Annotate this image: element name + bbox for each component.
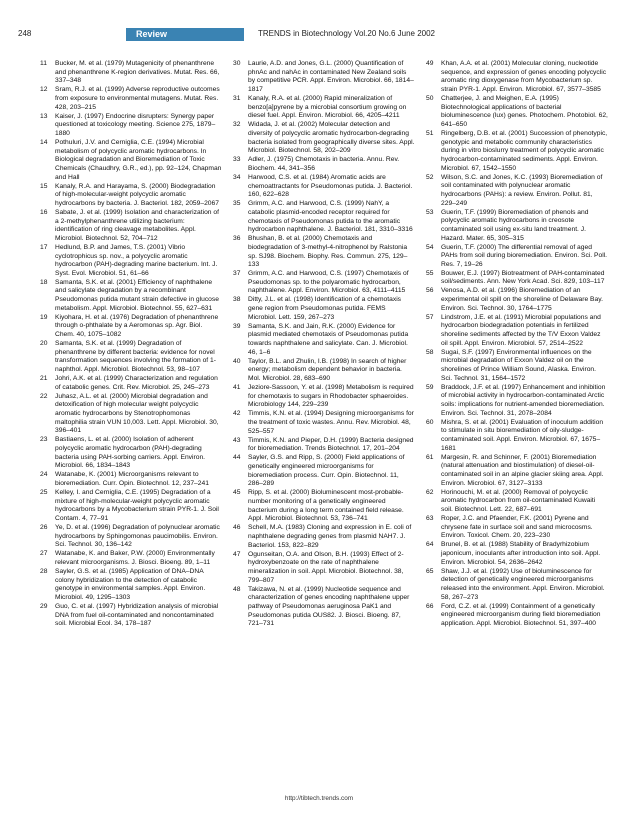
reference-text: Samanta, S.K. et al. (1999) Degradation of phenanthrene by different bacteria: evidence for novel transformation sequences involving the formation of 1-naphthol. Appl. Microbiol. Biotechnol. 53, 98–107	[55, 340, 216, 374]
reference-entry	[233, 410, 415, 436]
reference-entry	[40, 603, 222, 629]
section-label: Review	[136, 29, 168, 39]
reference-number: 31	[233, 94, 241, 102]
reference-entry	[426, 419, 608, 454]
reference-entry	[426, 515, 608, 541]
reference-number: 57	[426, 313, 434, 321]
journal-citation: TRENDS in Biotechnology Vol.20 No.6 June 2002	[258, 29, 435, 38]
reference-number: 44	[233, 454, 241, 462]
reference-number: 39	[233, 322, 241, 330]
reference-number: 66	[426, 602, 434, 610]
reference-entry	[233, 454, 415, 489]
reference-number: 25	[40, 488, 48, 496]
reference-text: Timmis, K.N. and Pieper, D.H. (1999) Bacteria designed for bioremediation. Trends Biotechnol. 17, 201–204	[248, 436, 414, 453]
reference-entry	[40, 436, 222, 471]
reference-text: Grimm, A.C. and Harwood, C.S. (1997) Chemotaxis of Pseudomonas sp. to the polyaromatic hydrocarbon, naphthalene. Appl. Environ. Microbiol. 63, 4111–4115	[248, 270, 409, 295]
reference-text: Hedlund, B.P. and James, T.S. (2001) Vibrio cyclotrophicus sp. nov., a polycyclic aromatic hydrocarbon (PAH)-degrading marine bacterium. Int. J. Syst. Evol. Microbiol. 51, 61–66	[55, 243, 218, 277]
reference-number: 56	[426, 287, 434, 295]
reference-text: Juhasz, A.L. et al. (2000) Microbial degradation and detoxification of high molecular weight polycyclic aromatic hydrocarbons by Stenotrophomonas maltophilia strain VUN 10,003. Lett. Appl. Microbiol. 30, 396–401	[55, 392, 219, 435]
reference-number: 38	[233, 296, 241, 304]
reference-number: 29	[40, 602, 48, 610]
reference-entry	[233, 156, 415, 173]
reference-text: Guerin, T.F. (2000) The differential removal of aged PAHs from soil during bioremediation. Environ. Sci. Poll. Res. 7, 19–26	[441, 243, 608, 268]
reference-text: Ogunseitan, O.A. and Olson, B.H. (1993) Effect of 2-hydroxybenzoate on the rate of naphthalene mineralization in soil. Appl. Microbiol. Biotechnol. 38, 799–807	[248, 550, 404, 584]
reference-text: Sram, R.J. et al. (1999) Adverse reproductive outcomes from exposure to environmental mutagens. Mutat. Res. 428, 203–215	[55, 86, 220, 111]
reference-text: Margesin, R. and Schinner, F. (2001) Bioremediation (natural attenuation and biostimulation) of diesel-oil-contaminated soil in an alpine glacier skiing area. Appl. Environ. Microbiol. 67, 3127–3133	[441, 453, 604, 487]
reference-entry	[426, 209, 608, 244]
reference-text: Grimm, A.C. and Harwood, C.S. (1999) NahY, a catabolic plasmid-encoded receptor required for chemotaxis of Pseudomonas putida to the aromatic hydrocarbon naphthalene. J. Bacteriol. 181, 3310–3316	[248, 200, 413, 234]
reference-text: Bastiaens, L. et al. (2000) Isolation of adherent polycyclic aromatic hydrocarbon (PAH)-degrading bacteria using PAH-sorbing carriers. Appl. Environ. Microbiol. 66, 1834–1843	[55, 436, 206, 470]
reference-text: Shaw, J.J. et al. (1992) Use of bioluminescence for detection of genetically engineered microorganisms released into the environment. Appl. Environ. Microbiol. 58, 267–273	[441, 567, 605, 601]
footer-url: http://tibtech.trends.com	[284, 795, 354, 802]
reference-entry	[40, 209, 222, 244]
reference-entry	[233, 60, 415, 95]
reference-number: 45	[233, 489, 241, 497]
reference-entry	[233, 551, 415, 586]
reference-number: 27	[40, 550, 48, 558]
reference-entry	[40, 471, 222, 488]
reference-entry	[233, 358, 415, 384]
reference-entry	[40, 86, 222, 112]
reference-number: 53	[426, 208, 434, 216]
reference-entry	[40, 183, 222, 209]
reference-number: 52	[426, 173, 434, 181]
reference-text: Chatterjee, J. and Meighen, E.A. (1995) Biotechnological applications of bacterial bioluminescence (lux) genes. Photochem. Photobiol. 62, 641–650	[441, 94, 608, 128]
reference-text: Sugai, S.F. (1997) Environmental influences on the microbial degradation of Exxon Valdez oil on the shorelines of Prince William Sound, Alaska. Environ. Sci. Technol. 31, 1564–1572	[441, 348, 596, 382]
reference-entry	[40, 113, 222, 139]
reference-entry	[40, 550, 222, 567]
reference-number: 34	[233, 173, 241, 181]
reference-entry	[40, 279, 222, 314]
reference-text: Sayler, G.S. et al. (1985) Application of DNA–DNA colony hybridization to the detection of catabolic genotype in environmental samples. Appl. Environ. Microbiol. 49, 1295–1303	[55, 567, 206, 601]
reference-text: Kaiser, J. (1997) Endocrine disrupters: Synergy paper questioned at toxicology meeting. Science 275, 1879–1880	[55, 112, 216, 137]
reference-entry	[426, 314, 608, 349]
reference-entry	[426, 60, 608, 95]
reference-number: 28	[40, 567, 48, 575]
reference-number: 62	[426, 488, 434, 496]
reference-number: 60	[426, 418, 434, 426]
reference-text: Widada, J. et al. (2002) Molecular detection and diversity of polycyclic aromatic hydrocarbon-degrading bacteria isolated from geographically diverse sites. Appl. Microbiol. Biotechnol. 58, 202–209	[248, 121, 415, 155]
reference-entry	[40, 489, 222, 524]
reference-text: Johri, A.K. et al. (1999) Characterization and regulation of catabolic genes. Crit. Rev. Microbiol. 25, 245–273	[55, 375, 218, 391]
reference-text: Timmis, K.N. et al. (1994) Designing microorganisms for the treatment of toxic wastes. Annu. Rev. Microbiol. 48, 525–557	[248, 410, 414, 435]
reference-entry	[233, 323, 415, 358]
reference-entry	[40, 139, 222, 182]
reference-text: Sayler, G.S. and Ripp, S. (2000) Field applications of genetically engineered microorganisms for bioremediation process. Curr. Opin. Biotechnol. 11, 286–289	[248, 454, 405, 488]
reference-text: Guo, C. et al. (1997) Hybridization analysis of microbial DNA from fuel oil-contaminated and noncontaminated soil. Microbial Ecol. 34, 178–187	[55, 602, 219, 628]
reference-text: Guerin, T.F. (1999) Bioremediation of phenols and polycyclic aromatic hydrocarbons in creosote contaminated soil using ex-situ land treatment. J. Hazard. Mater. 65, 305–315	[441, 208, 589, 242]
reference-number: 35	[233, 200, 241, 208]
reference-text: Taylor, B.L. and Zhulin, I.B. (1998) In search of higher energy; metabolism dependent behavior in bacteria. Mol. Microbiol. 28, 683–690	[248, 357, 407, 383]
reference-text: Braddock, J.F. et al. (1997) Enhancement and inhibition of microbial activity in hydrocarbon-contaminated Arctic soils: implications for nutrient-amended bioremediation. Environ. Sci. Technol. 31, 2078–2084	[441, 383, 606, 417]
section-banner	[126, 28, 244, 41]
reference-entry	[233, 200, 415, 235]
reference-number: 51	[426, 129, 434, 137]
reference-number: 17	[40, 243, 48, 251]
reference-entry	[426, 95, 608, 130]
reference-entry	[233, 384, 415, 410]
reference-text: Laurie, A.D. and Jones, G.L. (2000) Quantification of phnAc and nahAc in contaminated New Zealand soils by competitive PCR. Appl. Environ. Microbiol. 66, 1814–1817	[248, 60, 414, 93]
reference-entry	[426, 130, 608, 173]
reference-entry	[40, 568, 222, 603]
reference-entry	[233, 174, 415, 200]
reference-text: Pothuluri, J.V. and Cerniglia, C.E. (1994) Microbial metabolism of polycyclic aromatic hydrocarbons. In Biological degradation and Bioremediation of Toxic Chemicals (Chaudhry, G.R., ed.), pp. 92–124, Chapman and Hall	[55, 138, 222, 181]
reference-number: 19	[40, 313, 48, 321]
reference-number: 26	[40, 523, 48, 531]
reference-text: Schell, M.A. (1983) Cloning and expression in E. coli of naphthalene degrading genes from plasmid NAH7. J. Bacteriol. 153, 822–829	[248, 524, 412, 549]
reference-entry	[426, 541, 608, 567]
reference-number: 14	[40, 138, 48, 146]
reference-number: 41	[233, 384, 241, 392]
reference-text: Mishra, S. et al. (2001) Evaluation of inoculum addition to stimulate in situ bioremediation of oily-sludge-contaminated soil. Appl. Environ. Microbiol. 67, 1675–1681	[441, 418, 604, 452]
reference-number: 59	[426, 383, 434, 391]
reference-entry	[233, 95, 415, 121]
reference-entry	[426, 174, 608, 209]
reference-list	[40, 60, 608, 800]
reference-number: 54	[426, 243, 434, 251]
reference-text: Ford, C.Z. et al. (1999) Containment of a genetically engineered microorganism during field bioremediation application. Appl. Microbiol. Biotechnol. 51, 397–400	[441, 602, 601, 627]
reference-number: 24	[40, 471, 48, 479]
reference-text: Ye, D. et al. (1996) Degradation of polynuclear aromatic hydrocarbons by Sphingomonas paucimobilis. Environ. Sci. Technol. 30, 136–142	[55, 523, 220, 549]
reference-column-3	[426, 60, 608, 629]
reference-entry	[233, 296, 415, 322]
reference-entry	[40, 524, 222, 550]
reference-entry	[233, 524, 415, 550]
reference-text: Bhushan, B. et al. (2000) Chemotaxis and biodegradation of 3-methyl-4-nitrophenol by Ralstonia sp. SJ98. Biochem. Biophy. Res. Commun. 275, 129–133	[248, 235, 408, 269]
reference-text: Harwood, C.S. et al. (1984) Aromatic acids are chemoattractants for Pseudomonas putida. J. Bacteriol. 160, 622–628	[248, 173, 413, 199]
reference-number: 23	[40, 436, 48, 444]
reference-text: Kiyohara, H. et al. (1976) Degradation of phenanthrene through o-phthalate by a Aeromonas sp. Agr. Biol. Chem. 40, 1075–1082	[55, 313, 219, 339]
reference-entry	[233, 437, 415, 454]
reference-text: Brunel, B. et al. (1988) Stability of Bradyrhizobium japonicum, inoculants after introduction into soil. Appl. Environ. Microbiol. 54, 2636–2642	[441, 541, 601, 566]
reference-text: Kelley, I. and Cerniglia, C.E. (1995) Degradation of a mixture of high-molecular-weight polycyclic aromatic hydrocarbons by a Mycobacterium strain PYR-1. J. Soil Contam. 4, 77–91	[55, 488, 219, 522]
reference-entry	[426, 454, 608, 489]
reference-number: 13	[40, 112, 48, 120]
reference-entry	[233, 270, 415, 296]
reference-number: 37	[233, 270, 241, 278]
reference-number: 47	[233, 550, 241, 558]
reference-number: 18	[40, 278, 48, 286]
reference-number: 65	[426, 567, 434, 575]
reference-text: Roper, J.C. and Pfaender, F.K. (2001) Pyrene and chrysene fate in surface soil and sand microcosms. Environ. Toxicol. Chem. 20, 223–230	[441, 514, 593, 540]
reference-number: 43	[233, 436, 241, 444]
reference-text: Kanaly, R.A. et al. (2000) Rapid mineralization of benzo[a]pyrene by a microbial consortium growing on diesel fuel. Appl. Environ. Microbiol. 66, 4205–4211	[248, 94, 407, 120]
reference-entry	[40, 314, 222, 340]
reference-number: 50	[426, 94, 434, 102]
reference-number: 16	[40, 208, 48, 216]
reference-entry	[233, 235, 415, 270]
reference-number: 46	[233, 524, 241, 532]
reference-text: Wilson, S.C. and Jones, K.C. (1993) Bioremediation of soil contaminated with polynuclear aromatic hydrocarbons (PAHs): a review. Environ. Pollut. 81, 229–249	[441, 173, 603, 207]
reference-text: Jeziore-Sassoon, Y. et al. (1998) Metabolism is required for chemotaxis to sugars in Rhodobacter sphaeroides. Microbiology 144, 229–239	[248, 384, 414, 409]
reference-entry	[426, 384, 608, 419]
reference-entry	[426, 568, 608, 603]
reference-text: Watanabe, K. and Baker, P.W. (2000) Environmentally relevant microorganisms. J. Biosci. Bioeng. 89, 1–11	[55, 550, 215, 566]
reference-number: 58	[426, 348, 434, 356]
reference-text: Watanabe, K. (2001) Microorganisms relevant to bioremediation. Curr. Opin. Biotechnol. 12, 237–241	[55, 471, 209, 487]
page-header	[0, 28, 638, 42]
reference-number: 64	[426, 541, 434, 549]
reference-text: Khan, A.A. et al. (2001) Molecular cloning, nucleotide sequence, and expression of genes encoding polycyclic aromatic ring dioxygenase from Mycobacterium sp. strain PYR-1. Appl. Environ. Microbiol. 67, 3577–3585	[441, 60, 607, 93]
reference-text: Samanta, S.K. et al. (2001) Efficiency of naphthalene and salicylate degradation by a recombinant Pseudomonas putida mutant strain defective in glucose metabolism. Appl. Microbiol. Biotechnol. 55, 627–631	[55, 278, 219, 312]
reference-entry	[426, 603, 608, 629]
reference-number: 15	[40, 182, 48, 190]
reference-number: 42	[233, 410, 241, 418]
reference-number: 36	[233, 235, 241, 243]
reference-number: 33	[233, 156, 241, 164]
reference-text: Bucker, M. et al. (1979) Mutagenicity of phenanthrene and phenanthrene K-region derivatives. Mutat. Res. 66, 337–348	[55, 60, 220, 85]
reference-entry	[426, 349, 608, 384]
reference-text: Samanta, S.K. and Jain, R.K. (2000) Evidence for plasmid mediated chemotaxis of Pseudomonas putida towards naphthalene and salicylate. Can. J. Microbiol. 46, 1–6	[248, 322, 409, 356]
reference-number: 22	[40, 392, 48, 400]
reference-text: Lindstrom, J.E. et al. (1991) Microbial populations and hydrocarbon biodegradation potentials in fertilized shoreline sediments affected by the T/V Exxon Valdez oil spill. Appl. Environ. Microbiol. 57, 2514–2522	[441, 313, 601, 347]
reference-entry	[233, 586, 415, 629]
reference-entry	[233, 489, 415, 524]
reference-text: Sabate, J. et al. (1999) Isolation and characterization of a 2-methylphenanthrene utilizing bacterium: identification of ring cleavage metabolites. Appl. Microbiol. Biotechnol. 52, 704–712	[55, 208, 219, 242]
reference-entry	[40, 393, 222, 436]
reference-entry	[40, 375, 222, 392]
reference-number: 32	[233, 121, 241, 129]
reference-entry	[40, 244, 222, 279]
reference-column-2	[233, 60, 415, 629]
reference-column-1	[40, 60, 222, 629]
reference-number: 55	[426, 269, 434, 277]
reference-text: Ringelberg, D.B. et al. (2001) Succession of phenotypic, genotypic and metabolic community characteristics during in vitro bioslurry treatment of polycyclic aromatic hydrocarbon-contaminated sediments. Appl. Environ. Microbiol. 67, 1542–1550	[441, 129, 608, 172]
reference-text: Adler, J. (1975) Chemotaxis in bacteria. Annu. Rev. Biochem. 44, 341–356	[248, 156, 400, 172]
reference-entry	[426, 287, 608, 313]
reference-entry	[426, 270, 608, 287]
reference-entry	[233, 121, 415, 156]
reference-number: 40	[233, 357, 241, 365]
reference-number: 12	[40, 86, 48, 94]
reference-text: Ripp, S. et al. (2000) Bioluminescent most-probable-number monitoring of a genetically engineered bacterium during a long term contained field release. Appl. Microbiol. Biotechnol. 53, 736–741	[248, 489, 404, 523]
reference-text: Bouwer, E.J. (1997) Biotreatment of PAH-contaminated soil/sediments. Ann. New York Acad. Sci. 829, 103–117	[441, 269, 605, 286]
reference-number: 48	[233, 585, 241, 593]
reference-text: Horinouchi, M. et al. (2000) Removal of polycyclic aromatic hydrocarbon from oil-contaminated Kuwaiti soil. Biotechnol. Lett. 22, 687–691	[441, 488, 596, 513]
reference-text: Venosa, A.D. et al. (1996) Bioremediation of an experimental oil spill on the shoreline of Delaware Bay. Environ. Sci. Technol. 30, 1764–1775	[441, 287, 603, 312]
reference-number: 20	[40, 340, 48, 348]
reference-number: 49	[426, 60, 434, 67]
reference-text: Ditty, J.L. et al. (1998) Identification of a chemotaxis gene region from Pseudomonas putida. FEMS Microbiol. Lett. 159, 267–273	[248, 296, 402, 321]
reference-entry	[426, 489, 608, 515]
reference-number: 21	[40, 375, 48, 383]
reference-entry	[426, 244, 608, 270]
reference-number: 30	[233, 60, 241, 67]
reference-number: 63	[426, 514, 434, 522]
reference-number: 11	[40, 60, 47, 67]
reference-entry	[40, 60, 222, 86]
reference-text: Kanaly, R.A. and Harayama, S. (2000) Biodegradation of high-molecular-weight polycyclic aromatic hydrocarbons by bacteria. J. Bacteriol. 182, 2059–2067	[55, 182, 219, 207]
page-number: 248	[18, 29, 32, 38]
reference-text: Takizawa, N. et al. (1999) Nucleotide sequence and characterization of genes encoding naphthalene upper pathway of Pseudomonas aeruginosa PaK1 and Pseudomonas putida OUS82. J. Biosci. Bioeng. 87, 721–731	[248, 585, 410, 628]
reference-number: 61	[426, 453, 434, 461]
reference-entry	[40, 340, 222, 375]
